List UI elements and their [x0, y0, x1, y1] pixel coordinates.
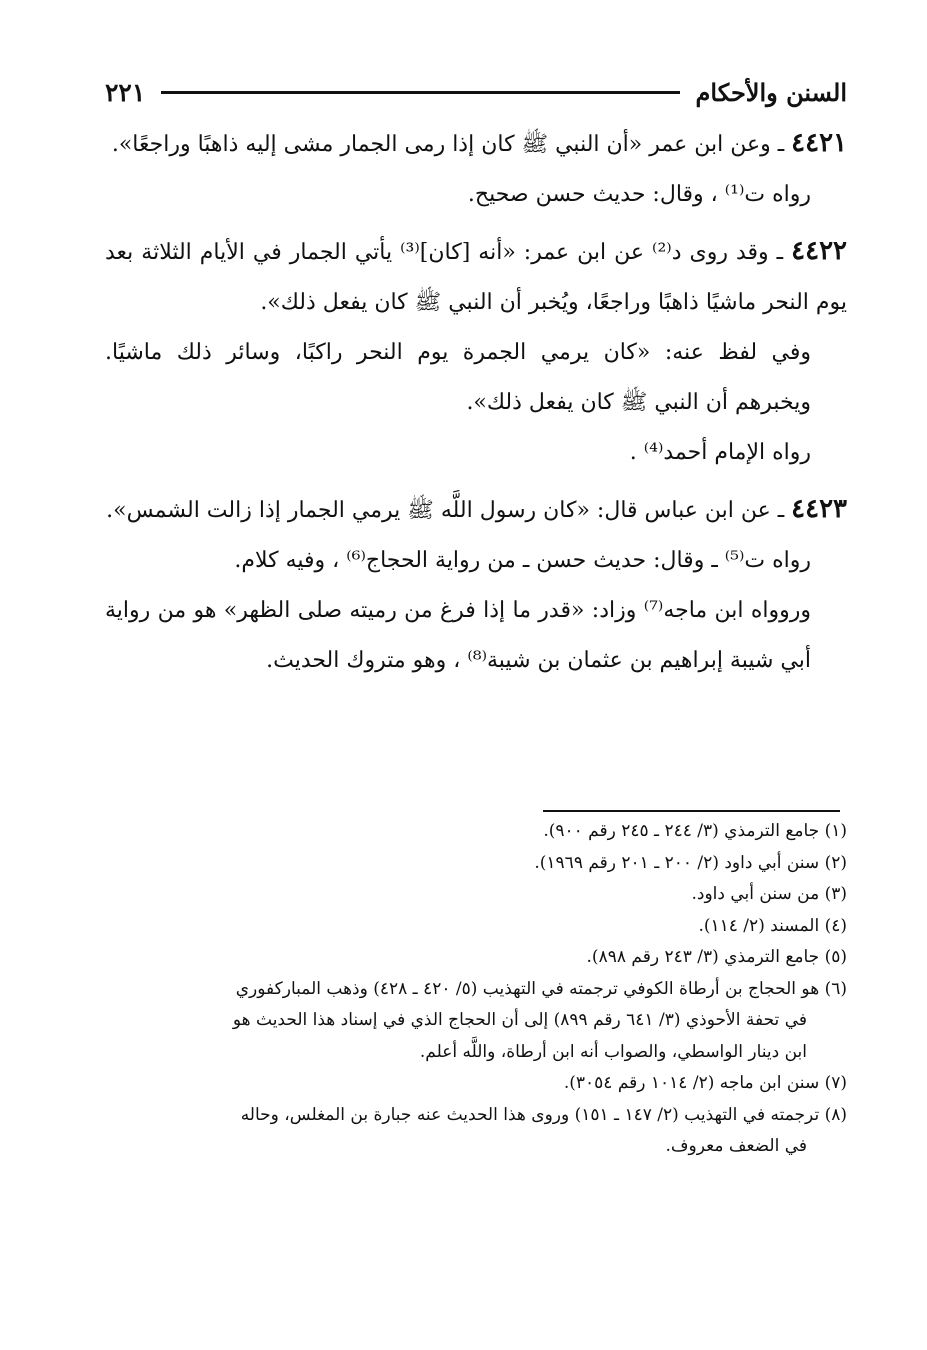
footnote: (٢) سنن أبي داود (٢/ ٢٠٠ ـ ٢٠١ رقم ١٩٦٩).	[534, 852, 847, 873]
main-text	[105, 118, 847, 686]
footnote-continuation: في تحفة الأحوذي (٣/ ٦٤١ رقم ٨٩٩) إلى أن الحجاج الذي في إسناد هذا الحديث هو	[232, 1010, 807, 1030]
footnote: (٦) هو الحجاج بن أرطاة الكوفي ترجمته في التهذيب (٥/ ٤٢٠ ـ ٤٢٨) وذهب المباركفوري	[235, 978, 847, 999]
hadith-4423	[105, 484, 847, 536]
footnote: (١) جامع الترمذي (٣/ ٢٤٤ ـ ٢٤٥ رقم ٩٠٠).	[543, 821, 847, 841]
hadith-4421	[105, 118, 847, 170]
page-header	[105, 72, 847, 112]
hadith-text: ـ وعن ابن عمر «أن النبي ﷺ كان إذا رمى الجمار مشى إليه ذاهبًا وراجعًا».	[111, 132, 792, 157]
hadith-riwaya: رواه ت⁽¹⁾ ، وقال: حديث حسن صحيح.	[467, 182, 811, 207]
footnote: (٨) ترجمته في التهذيب (٢/ ١٤٧ ـ ١٥١) وروى هذا الحديث عنه جبارة بن المغلس، وحاله	[240, 1104, 847, 1125]
hadith-number: ٤٤٢٣	[791, 494, 847, 524]
hadith-extra: وروواه ابن ماجه⁽⁷⁾ وزاد: «قدر ما إذا فرغ من رميته صلى الظهر» هو من رواية أبي شيبة إبراهيم بن عثمان بن شيبة⁽⁸⁾ ، وهو متروك الحديث.	[105, 598, 811, 673]
footnote: (٤) المسند (٢/ ١١٤).	[698, 915, 847, 936]
footnotes	[105, 816, 847, 1163]
running-title: السنن والأحكام	[695, 77, 847, 107]
hadith-text: ـ عن ابن عباس قال: «كان رسول اللَّه ﷺ يرمي الجمار إذا زالت الشمس».	[106, 498, 792, 523]
hadith-riwaya: رواه الإمام أحمد⁽⁴⁾ .	[629, 440, 811, 465]
footnote: (٣) من سنن أبي داود.	[691, 884, 847, 904]
hadith-number: ٤٤٢٢	[791, 236, 847, 266]
header-rule	[161, 91, 679, 94]
hadith-4422	[105, 226, 847, 328]
hadith-extra: وفي لفظ عنه: «كان يرمي الجمرة يوم النحر راكبًا، وسائر ذلك ماشيًا. ويخبرهم أن النبي ﷺ كان يفعل ذلك».	[105, 340, 811, 415]
footnote-continuation: في الضعف معروف.	[665, 1136, 807, 1156]
hadith-text: ـ وقد روى د⁽²⁾ عن ابن عمر: «أنه [كان]⁽³⁾ يأتي الجمار في الأيام الثلاثة بعد يوم النحر ماشيًا ذاهبًا وراجعًا، ويُخبر أن النبي ﷺ كان يفعل ذلك».	[105, 240, 847, 315]
hadith-number: ٤٤٢١	[791, 128, 847, 158]
footnote-separator	[543, 810, 840, 812]
page-number: ٢٢١	[105, 77, 146, 107]
footnote-continuation: ابن دينار الواسطي، والصواب أنه ابن أرطاة، واللَّه أعلم.	[419, 1041, 807, 1062]
hadith-riwaya: رواه ت⁽⁵⁾ ـ وقال: حديث حسن ـ من رواية الحجاج⁽⁶⁾ ، وفيه كلام.	[234, 548, 811, 573]
footnote: (٥) جامع الترمذي (٣/ ٢٤٣ رقم ٨٩٨).	[586, 947, 847, 967]
footnote: (٧) سنن ابن ماجه (٢/ ١٠١٤ رقم ٣٠٥٤).	[563, 1073, 847, 1093]
